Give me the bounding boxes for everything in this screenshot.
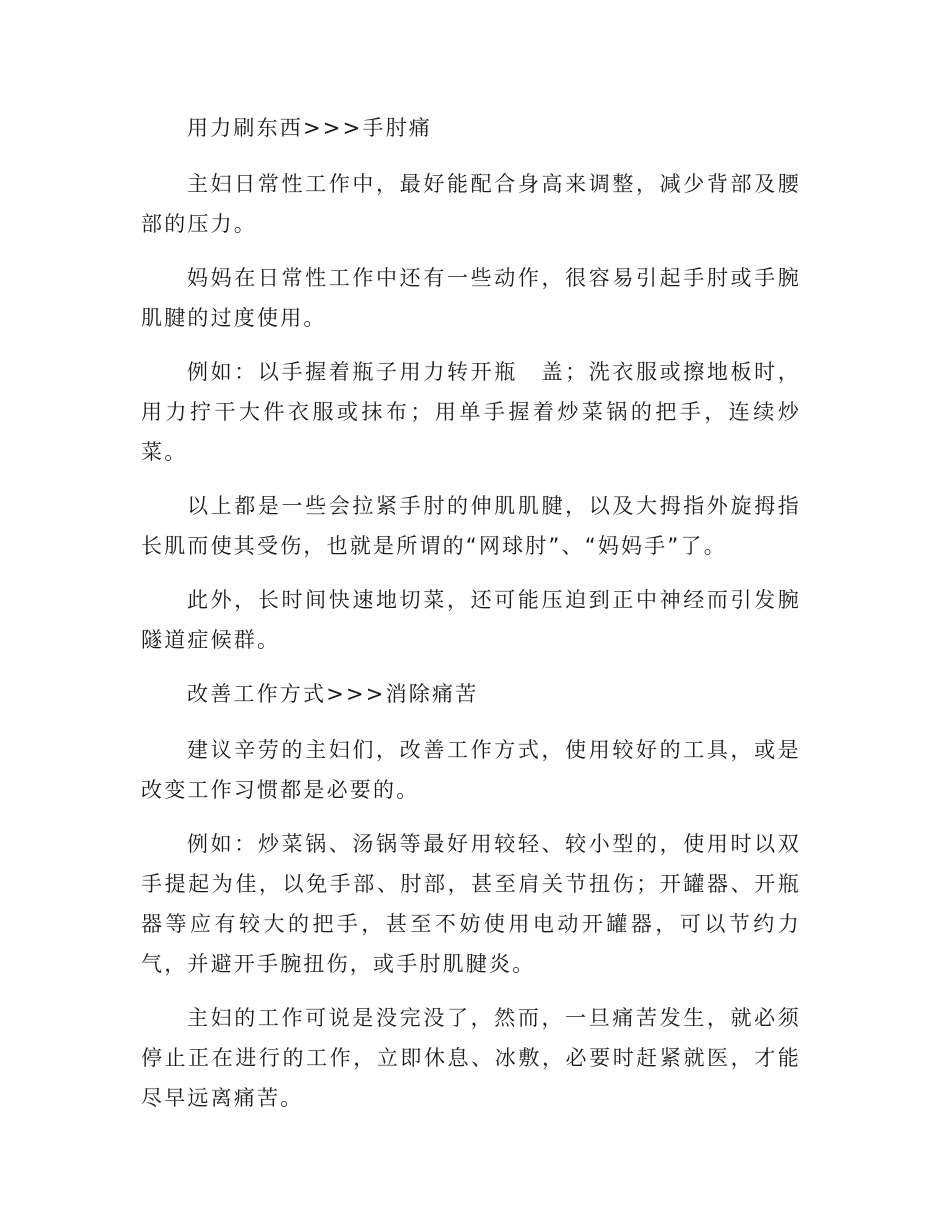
document-body (141, 108, 801, 1132)
paragraph: 此外，长时间快速地切菜，还可能压迫到正中神经而引发腕隧道症候群。 (141, 588, 801, 652)
section-heading-elbow-pain: 用力刷东西>>>手肘痛 (187, 116, 432, 140)
paragraph: 建议辛劳的主妇们，改善工作方式，使用较好的工具，或是改变工作习惯都是必要的。 (141, 738, 801, 802)
paragraph: 例如：以手握着瓶子用力转开瓶 盖；洗衣服或擦地板时，用力拧干大件衣服或抹布；用单手握着炒菜锅的把手，连续炒菜。 (141, 360, 801, 464)
paragraph: 主妇的工作可说是没完没了，然而，一旦痛苦发生，就必须停止正在进行的工作，立即休息、冰敷，必要时赶紧就医，才能尽早远离痛苦。 (141, 1006, 801, 1110)
paragraph: 例如：炒菜锅、汤锅等最好用较轻、较小型的，使用时以双手提起为佳，以免手部、肘部，甚至肩关节扭伤；开罐器、开瓶器等应有较大的把手，甚至不妨使用电动开罐器，可以节约力气，并避开手腕扭伤，或手肘肌腱炎。 (141, 832, 801, 976)
section-heading-improve-work: 改善工作方式>>>消除痛苦 (187, 682, 479, 706)
paragraph: 妈妈在日常性工作中还有一些动作，很容易引起手肘或手腕肌腱的过度使用。 (141, 266, 801, 330)
paragraph: 以上都是一些会拉紧手肘的伸肌肌腱，以及大拇指外旋拇指长肌而使其受伤，也就是所谓的“网球肘”、“妈妈手”了。 (141, 494, 801, 558)
paragraph: 主妇日常性工作中，最好能配合身高来调整，减少背部及腰部的压力。 (141, 172, 801, 236)
